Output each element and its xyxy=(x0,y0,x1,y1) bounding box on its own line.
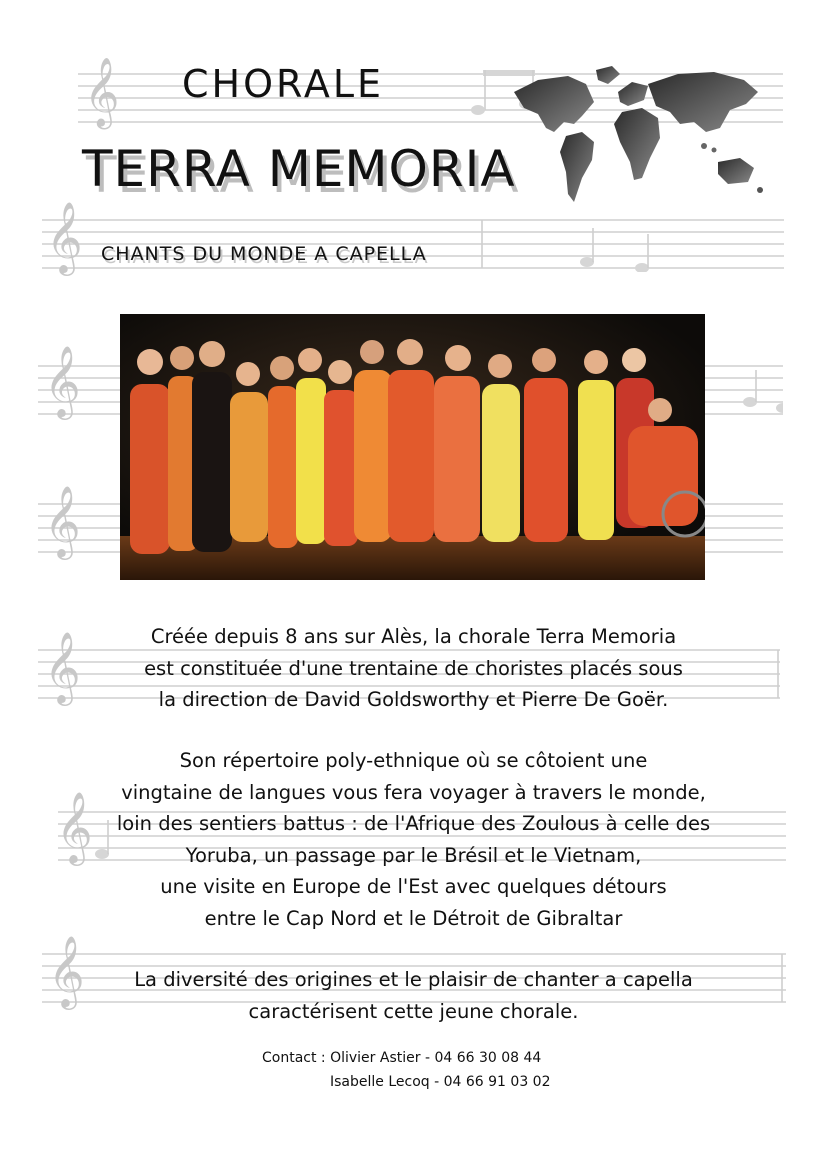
treble-clef-icon: 𝄞 xyxy=(44,630,81,703)
choir-photo xyxy=(120,314,705,580)
contact-line-1: Contact : Olivier Astier - 04 66 30 08 44 xyxy=(262,1050,542,1066)
repertoire-line: entre le Cap Nord et le Détroit de Gibraltar xyxy=(204,906,623,930)
treble-clef-icon: 𝄞 xyxy=(84,57,120,127)
tagline: CHANTS DU MONDE A CAPELLA xyxy=(101,243,427,265)
repertoire-paragraph xyxy=(40,745,787,934)
intro-line: est constituée d'une trentaine de choristes placés sous xyxy=(144,656,683,680)
treble-clef-icon: 𝄞 xyxy=(46,200,83,273)
contact-line-2: Isabelle Lecoq - 04 66 91 03 02 xyxy=(330,1074,551,1090)
treble-clef-icon: 𝄞 xyxy=(44,484,81,557)
choir-photo-illustration xyxy=(120,314,705,580)
repertoire-line: vingtaine de langues vous fera voyager à travers le monde, xyxy=(121,780,706,804)
repertoire-line: Son répertoire poly-ethnique où se côtoient une xyxy=(179,749,648,772)
choir-name: TERRA MEMORIA xyxy=(82,140,516,198)
choir-label: CHORALE xyxy=(182,62,385,106)
repertoire-line: loin des sentiers battus : de l'Afrique des Zoulous à celle des xyxy=(116,812,711,835)
treble-clef-icon: 𝄞 xyxy=(56,790,93,863)
closing-line: caractérisent cette jeune chorale. xyxy=(248,999,579,1023)
intro-paragraph xyxy=(40,621,787,716)
repertoire-line: Yoruba, un passage par le Brésil et le Vietnam, xyxy=(185,843,642,867)
treble-clef-icon: 𝄞 xyxy=(48,934,85,1007)
repertoire-line: une visite en Europe de l'Est avec quelques détours xyxy=(160,875,667,898)
closing-line: La diversité des origines et le plaisir de chanter a capella xyxy=(134,968,693,991)
world-map-icon xyxy=(508,62,766,208)
treble-clef-icon: 𝄞 xyxy=(44,344,81,417)
intro-line: Créée depuis 8 ans sur Alès, la chorale Terra Memoria xyxy=(150,625,677,648)
closing-paragraph xyxy=(40,964,787,1027)
contact-block xyxy=(262,1046,551,1094)
intro-line: la direction de David Goldsworthy et Pierre De Goër. xyxy=(158,688,669,711)
